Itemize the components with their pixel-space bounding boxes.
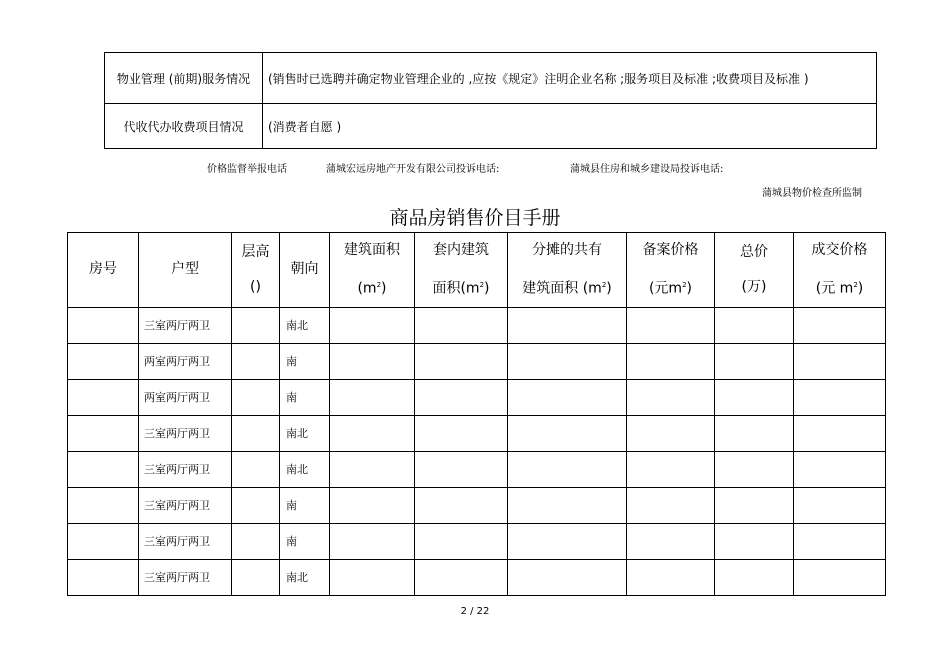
empty-cell xyxy=(794,559,886,595)
empty-cell xyxy=(415,379,508,415)
empty-cell xyxy=(232,307,280,343)
layout-cell: 两室两厅两卫 xyxy=(139,379,232,415)
header-orientation: 朝向 xyxy=(280,233,330,308)
empty-cell xyxy=(715,379,794,415)
price-hotline: 价格监督举报电话 xyxy=(207,164,287,175)
empty-cell xyxy=(68,559,139,595)
empty-cell xyxy=(415,415,508,451)
empty-cell xyxy=(330,415,415,451)
table-row xyxy=(68,307,886,343)
page-number: 2 / 22 xyxy=(460,606,490,617)
header-inner-area: 套内建筑 面积$(m^2)$ xyxy=(415,233,508,308)
empty-cell xyxy=(508,415,627,451)
empty-cell xyxy=(794,487,886,523)
empty-cell xyxy=(68,451,139,487)
empty-cell xyxy=(627,415,715,451)
layout-cell: 三室两厅两卫 xyxy=(139,559,232,595)
empty-cell xyxy=(794,415,886,451)
table-row xyxy=(68,343,886,379)
orientation-cell: 南 xyxy=(280,343,330,379)
table-row xyxy=(68,415,886,451)
empty-cell xyxy=(330,559,415,595)
empty-cell xyxy=(415,307,508,343)
empty-cell xyxy=(715,523,794,559)
empty-cell xyxy=(415,523,508,559)
layout-cell: 三室两厅两卫 xyxy=(139,487,232,523)
collection-items-label: 代收代办收费项目情况 xyxy=(105,104,263,149)
property-management-value: (销售时已选聘并确定物业管理企业的 ,应按《规定》注明企业名称 ;服务项目及标准 ;收费项目及标准 ) xyxy=(263,53,877,104)
orientation-cell: 南 xyxy=(280,379,330,415)
collection-items-value: (消费者自愿 ) xyxy=(263,104,877,149)
empty-cell xyxy=(794,523,886,559)
empty-cell xyxy=(715,559,794,595)
empty-cell xyxy=(68,415,139,451)
empty-cell xyxy=(508,343,627,379)
empty-cell xyxy=(232,487,280,523)
price-table xyxy=(67,232,886,596)
header-deal-price: 成交价格 (元 $m^2$) xyxy=(794,233,886,308)
empty-cell xyxy=(508,559,627,595)
property-management-label: 物业管理 (前期)服务情况 xyxy=(105,53,263,104)
empty-cell xyxy=(715,343,794,379)
empty-cell xyxy=(68,379,139,415)
header-floor-height: 层高 () xyxy=(232,233,280,308)
empty-cell xyxy=(232,451,280,487)
empty-cell xyxy=(627,343,715,379)
developer-hotline: 蒲城宏远房地产开发有限公司投诉电话: xyxy=(326,164,500,175)
empty-cell xyxy=(68,487,139,523)
empty-cell xyxy=(415,451,508,487)
layout-cell: 三室两厅两卫 xyxy=(139,451,232,487)
empty-cell xyxy=(715,307,794,343)
empty-cell xyxy=(330,343,415,379)
empty-cell xyxy=(330,487,415,523)
layout-cell: 三室两厅两卫 xyxy=(139,415,232,451)
empty-cell xyxy=(508,523,627,559)
table-row xyxy=(68,451,886,487)
empty-cell xyxy=(508,379,627,415)
table-header-row xyxy=(68,233,886,308)
empty-cell xyxy=(232,523,280,559)
bureau-hotline: 蒲城县住房和城乡建设局投诉电话: xyxy=(570,164,724,175)
empty-cell xyxy=(508,487,627,523)
empty-cell xyxy=(330,307,415,343)
header-room-no: 房号 xyxy=(68,233,139,308)
empty-cell xyxy=(508,451,627,487)
empty-cell xyxy=(232,559,280,595)
header-total-price: 总价 (万) xyxy=(715,233,794,308)
orientation-cell: 南北 xyxy=(280,559,330,595)
layout-cell: 三室两厅两卫 xyxy=(139,523,232,559)
orientation-cell: 南北 xyxy=(280,307,330,343)
empty-cell xyxy=(794,343,886,379)
empty-cell xyxy=(232,343,280,379)
property-info-table xyxy=(104,52,877,149)
empty-cell xyxy=(330,523,415,559)
empty-cell xyxy=(627,307,715,343)
table-row xyxy=(68,379,886,415)
empty-cell xyxy=(415,487,508,523)
header-gross-area: 建筑面积 $(m^2)$ xyxy=(330,233,415,308)
layout-cell: 两室两厅两卫 xyxy=(139,343,232,379)
orientation-cell: 南北 xyxy=(280,415,330,451)
page-title: 商品房销售价目手册 xyxy=(389,207,561,229)
empty-cell xyxy=(330,451,415,487)
empty-cell xyxy=(68,343,139,379)
empty-cell xyxy=(627,379,715,415)
empty-cell xyxy=(627,559,715,595)
empty-cell xyxy=(794,379,886,415)
empty-cell xyxy=(715,451,794,487)
table-row xyxy=(68,559,886,595)
empty-cell xyxy=(415,343,508,379)
empty-cell xyxy=(794,307,886,343)
table-row xyxy=(68,487,886,523)
empty-cell xyxy=(330,379,415,415)
empty-cell xyxy=(508,307,627,343)
empty-cell xyxy=(415,559,508,595)
orientation-cell: 南北 xyxy=(280,451,330,487)
orientation-cell: 南 xyxy=(280,523,330,559)
layout-cell: 三室两厅两卫 xyxy=(139,307,232,343)
empty-cell xyxy=(627,523,715,559)
header-filed-price: 备案价格 (元$m^2$) xyxy=(627,233,715,308)
empty-cell xyxy=(627,451,715,487)
header-shared-area: 分摊的共有 建筑面积 $(m^2)$ xyxy=(508,233,627,308)
empty-cell xyxy=(715,487,794,523)
orientation-cell: 南 xyxy=(280,487,330,523)
supervisor-note: 蒲城县物价检查所监制 xyxy=(762,188,862,199)
empty-cell xyxy=(68,307,139,343)
empty-cell xyxy=(232,379,280,415)
empty-cell xyxy=(627,487,715,523)
empty-cell xyxy=(232,415,280,451)
empty-cell xyxy=(794,451,886,487)
empty-cell xyxy=(715,415,794,451)
table-row xyxy=(68,523,886,559)
header-layout: 户型 xyxy=(139,233,232,308)
empty-cell xyxy=(68,523,139,559)
